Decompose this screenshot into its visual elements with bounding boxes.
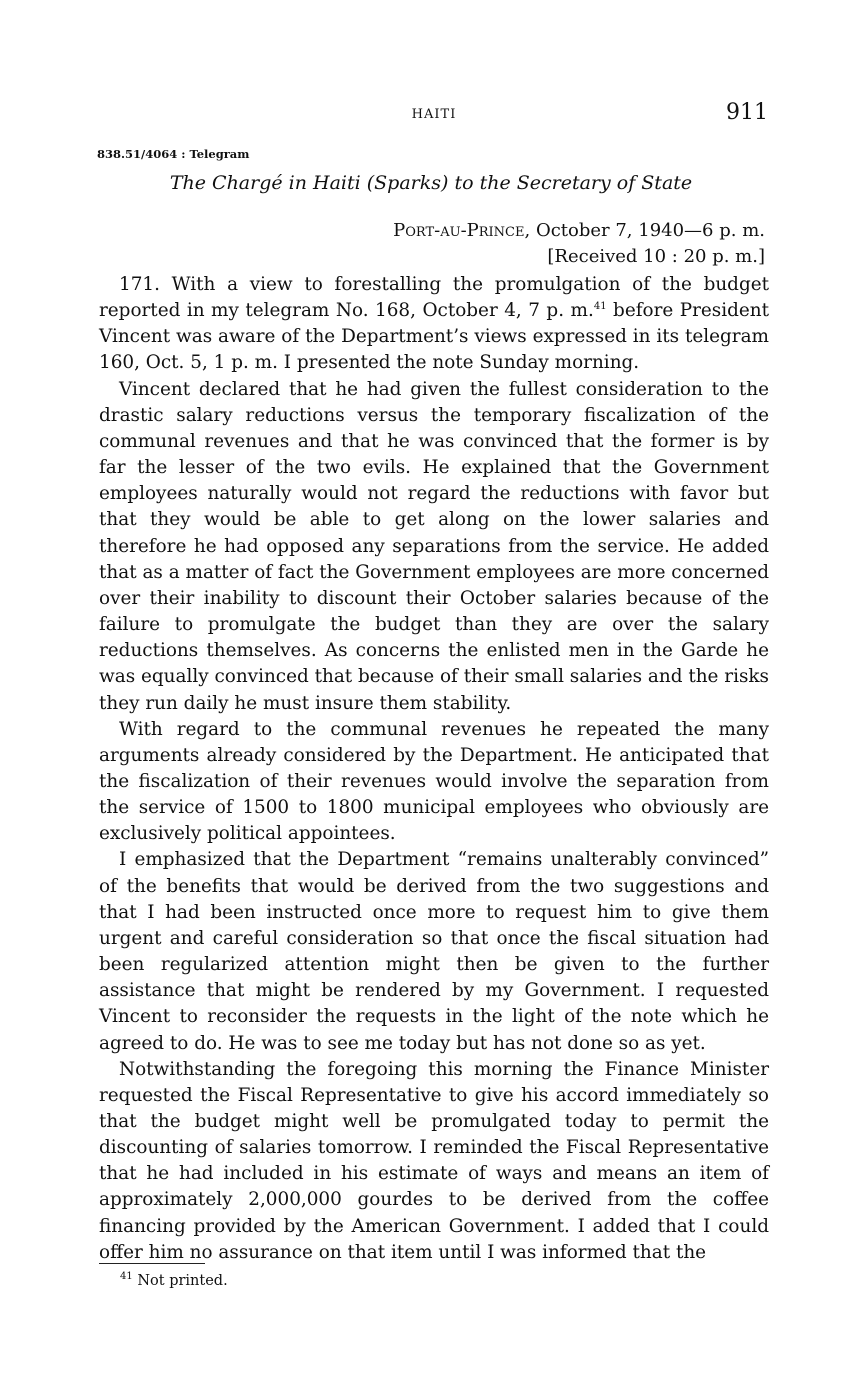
footnote: [120, 1273, 228, 1289]
paragraph-text: 171. With a view to forestalling the promulgation of the budget reported in my telegram No. 168, October 4, 7 p. m.: [99, 274, 769, 322]
paragraph: [99, 272, 769, 377]
paragraph: With regard to the communal revenues he repeated the many arguments already considered by the Department. He anticipated that the fiscalization of their revenues would involve the separation from the service of 1500 to 1800 municipal employees who obviously are exclusively political appointees.: [99, 718, 769, 845]
page-number: 911: [726, 100, 768, 125]
dateline-date: , October 7, 1940—6 p. m.: [524, 220, 765, 241]
dateline-received: [Received 10 : 20 p. m.]: [547, 246, 765, 267]
footnote-marker: 41: [120, 1271, 133, 1283]
paragraph: Notwithstanding the foregoing this morning the Finance Minister requested the Fiscal Representative to give his accord immediately so that the budget might well be promulgated today to permit the discounting of salaries tomorrow. I reminded the Fiscal Representative that he had included in his estimate of ways and means an item of approximately 2,000,000 gourdes to be derived from the coffee financing provided by the American Government. I added that I could offer him no assurance on that item until I was informed that the: [99, 1058, 769, 1263]
telegram-body: [99, 272, 769, 1266]
footnote-divider: [99, 1263, 205, 1264]
paragraph-text: before President Vincent was aware of the Department’s views expressed in its telegram 160, Oct. 5, 1 p. m. I presented the note Sunday morning.: [99, 300, 769, 374]
dateline: [393, 218, 765, 270]
dateline-sent: [393, 218, 765, 244]
paragraph: I emphasized that the Department “remains unalterably convinced” of the benefits that would be derived from the two suggestions and that I had been instructed once more to request him to give them urgent and careful consideration so that once the fiscal situation had been regularized attention might then be given to the further assistance that might be rendered by my Government. I requested Vincent to reconsider the requests in the light of the note which he agreed to do. He was to see me today but has not done so as yet.: [99, 849, 769, 1054]
document-title: The Chargé in Haiti (Sparks) to the Secretary of State: [169, 172, 693, 194]
running-title: HAITI: [411, 107, 457, 122]
running-head: [100, 100, 768, 130]
dateline-place: Port-au-Prince: [393, 220, 525, 241]
footnote-text: Not printed.: [132, 1273, 228, 1289]
paragraph: Vincent declared that he had given the fullest consideration to the drastic salary reductions versus the temporary fiscalization of the communal revenues and that he was convinced that the former is by far the lesser of the two evils. He explained that the Government employees naturally would not regard the reductions with favor but that they would be able to get along on the lower salaries and therefore he had opposed any separations from the service. He added that as a matter of fact the Government employees are more concerned over their inability to discount their October salaries because of the failure to promulgate the budget than they are over the salary reductions themselves. As concerns the enlisted men in the Garde he was equally convinced that because of their small salaries and the risks they run daily he must insure them stability.: [99, 378, 769, 714]
file-reference: 838.51/4064 : Telegram: [97, 147, 250, 161]
footnote-reference: 41: [593, 301, 607, 313]
